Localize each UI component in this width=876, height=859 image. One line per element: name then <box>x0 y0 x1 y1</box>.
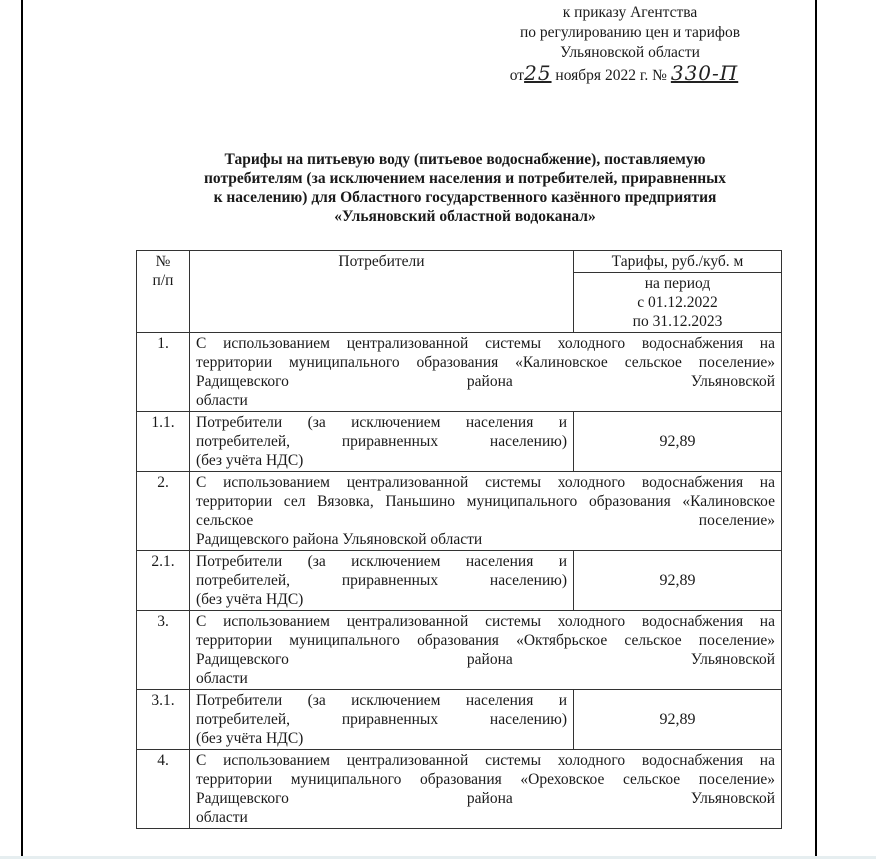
row-number: 2. <box>137 472 190 551</box>
header-number-pp: п/п <box>152 272 174 289</box>
approval-line-1: к приказу Агентства <box>562 4 698 21</box>
header-number-symbol: № <box>155 253 171 270</box>
row-number: 3. <box>137 611 190 690</box>
table-row-tariff <box>137 551 782 611</box>
title-line-1: Тарифы на питьевую воду (питьевое водоснабжение), поставляемую <box>224 151 706 168</box>
approval-date-line <box>464 63 784 86</box>
row-description: С использованием централизованной системы холодного водоснабжения на территории муниципального образования «Ореховское сельское поселение» Радищевского района Ульяновской области <box>190 750 782 829</box>
row-description: Потребители (за исключением населения и потребителей, приравненных населению) (без учёта НДС) <box>190 551 574 611</box>
period-line-2: с 01.12.2022 <box>637 294 718 311</box>
table-row-section <box>137 333 782 412</box>
page-right-edge <box>815 0 817 857</box>
date-rest: ноября 2022 г. № <box>555 67 667 84</box>
tariffs-table <box>136 250 782 829</box>
row-number: 4. <box>137 750 190 829</box>
tariff-value: 92,89 <box>574 412 782 472</box>
approval-line-2: по регулированию цен и тарифов <box>519 24 741 41</box>
row-number: 1.1. <box>137 412 190 472</box>
table-row-section <box>137 750 782 829</box>
table-header-row <box>137 251 782 273</box>
header-period <box>574 273 782 333</box>
row-description: С использованием централизованной системы холодного водоснабжения на территории муниципального образования «Калиновское сельское поселение» Радищевского района Ульяновской области <box>190 333 782 412</box>
title-line-3: к населению) для Областного государственного казённого предприятия <box>213 189 717 206</box>
table-row-tariff <box>137 690 782 750</box>
header-tariffs: Тарифы, руб./куб. м <box>574 251 782 273</box>
approval-block <box>470 3 790 86</box>
tariff-value: 92,89 <box>574 690 782 750</box>
document-title <box>140 150 790 226</box>
tariff-value: 92,89 <box>574 551 782 611</box>
row-number: 3.1. <box>137 690 190 750</box>
table-row-section <box>137 611 782 690</box>
title-line-2: потребителям (за исключением населения и потребителей, приравненных <box>203 170 727 187</box>
page-left-edge <box>21 0 23 857</box>
header-number <box>137 251 190 333</box>
title-line-4: «Ульяновский областной водоканал» <box>334 208 596 225</box>
row-description: С использованием централизованной системы холодного водоснабжения на территории муниципального образования «Октябрьское сельское поселение» Радищевского района Ульяновской области <box>190 611 782 690</box>
period-line-1: на период <box>644 275 711 292</box>
row-description: Потребители (за исключением населения и потребителей, приравненных населению) (без учёта НДС) <box>190 690 574 750</box>
table-row-tariff <box>137 412 782 472</box>
row-number: 2.1. <box>137 551 190 611</box>
row-number: 1. <box>137 333 190 412</box>
table-row-section <box>137 472 782 551</box>
date-prefix: от <box>509 67 525 84</box>
row-description: Потребители (за исключением населения и потребителей, приравненных населению) (без учёта НДС) <box>190 412 574 472</box>
handwritten-order-number: 330-П <box>670 61 739 85</box>
header-consumers: Потребители <box>190 251 574 333</box>
row-description: С использованием централизованной системы холодного водоснабжения на территории сел Вязовка, Паньшино муниципального образования «Калиновское сельское поселение» Радищевского района Ульяновской области <box>190 472 782 551</box>
handwritten-day: 25 <box>524 61 552 85</box>
approval-line-3: Ульяновской области <box>560 44 700 61</box>
period-line-3: по 31.12.2023 <box>632 313 723 330</box>
